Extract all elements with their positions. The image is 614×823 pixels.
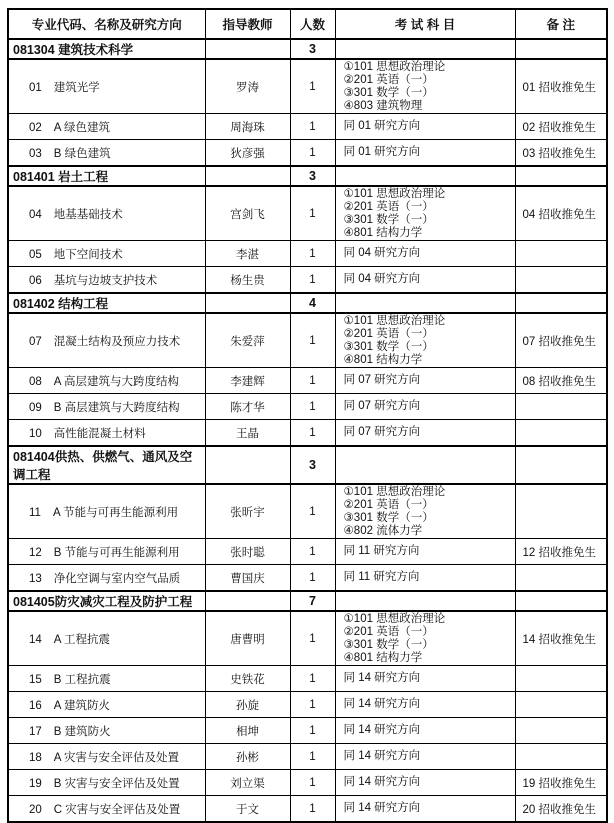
direction-name: A 高层建筑与大跨度结构 — [53, 375, 180, 388]
section-title: 081405防灾减灾工程及防护工程 — [8, 591, 205, 611]
direction-code: 17 — [29, 725, 42, 738]
exam-subject-line: 同 07 研究方向 — [343, 374, 421, 386]
direction-row — [8, 539, 607, 565]
count-cell: 1 — [290, 368, 335, 394]
direction-row — [8, 114, 607, 140]
direction-name: B 高层建筑与大跨度结构 — [53, 401, 180, 414]
exam-subject-line: 同 07 研究方向 — [343, 400, 421, 412]
exam-subject-line: ②201 英语（一） — [343, 73, 434, 86]
direction-cell — [8, 140, 205, 167]
exam-cell — [335, 718, 515, 744]
exam-subject-line: 同 11 研究方向 — [343, 571, 420, 583]
exam-cell — [335, 565, 515, 592]
note-cell — [515, 591, 607, 611]
exam-cell — [335, 241, 515, 267]
exam-subject-line: ④801 结构力学 — [343, 226, 423, 239]
advisor-cell — [205, 293, 290, 313]
exam-subject-line: ③301 数学（一） — [343, 213, 434, 226]
count-cell: 4 — [290, 293, 335, 313]
direction-code: 10 — [29, 427, 42, 440]
count-cell: 1 — [290, 718, 335, 744]
direction-cell — [8, 565, 205, 592]
advisor-cell: 孙彬 — [205, 744, 290, 770]
direction-code: 01 — [29, 81, 42, 94]
advisor-cell: 史铁花 — [205, 666, 290, 692]
direction-name: 地下空间技术 — [53, 248, 123, 261]
direction-row — [8, 770, 607, 796]
section-row — [8, 591, 607, 611]
count-cell: 1 — [290, 313, 335, 368]
direction-name: A 工程抗震 — [53, 633, 111, 646]
exam-cell — [335, 666, 515, 692]
exam-subject-line: 同 07 研究方向 — [343, 426, 421, 438]
advisor-cell: 周海珠 — [205, 114, 290, 140]
column-header-1: 指导教师 — [205, 9, 290, 39]
count-cell: 1 — [290, 770, 335, 796]
direction-name: B 节能与可再生能源利用 — [53, 546, 180, 559]
count-cell: 1 — [290, 394, 335, 420]
exam-subject-line: ③301 数学（一） — [343, 511, 434, 524]
note-cell — [515, 241, 607, 267]
direction-code: 07 — [29, 335, 42, 348]
direction-row — [8, 394, 607, 420]
note-cell — [515, 692, 607, 718]
count-cell: 1 — [290, 539, 335, 565]
exam-cell — [335, 770, 515, 796]
direction-name: B 建筑防火 — [53, 725, 111, 738]
note-cell: 02 招收推免生 — [515, 114, 607, 140]
exam-cell — [335, 267, 515, 294]
advisor-cell — [205, 591, 290, 611]
exam-subject-line: 同 14 研究方向 — [343, 698, 421, 710]
direction-code: 08 — [29, 375, 42, 388]
advisor-cell: 陈才华 — [205, 394, 290, 420]
note-cell: 03 招收推免生 — [515, 140, 607, 167]
exam-subject-line: 同 04 研究方向 — [343, 273, 421, 285]
direction-name: A 绿色建筑 — [53, 121, 111, 134]
direction-cell — [8, 313, 205, 368]
advisor-cell: 曹国庆 — [205, 565, 290, 592]
note-cell — [515, 420, 607, 447]
direction-cell — [8, 394, 205, 420]
direction-name: C 灾害与安全评估及处置 — [53, 803, 181, 816]
note-cell — [515, 446, 607, 484]
direction-code: 13 — [29, 572, 42, 585]
exam-cell — [335, 166, 515, 186]
exam-subject-line: ②201 英语（一） — [343, 498, 434, 511]
advisor-cell: 刘立渠 — [205, 770, 290, 796]
advisor-cell: 于文 — [205, 796, 290, 823]
direction-name: 基坑与边坡支护技术 — [53, 274, 158, 287]
count-cell: 1 — [290, 611, 335, 666]
note-cell: 12 招收推免生 — [515, 539, 607, 565]
count-cell: 3 — [290, 446, 335, 484]
advisor-cell: 狄彦强 — [205, 140, 290, 167]
note-cell — [515, 744, 607, 770]
direction-cell — [8, 368, 205, 394]
direction-name: A 建筑防火 — [53, 699, 111, 712]
exam-subject-line: 同 14 研究方向 — [343, 750, 421, 762]
advisor-cell — [205, 39, 290, 59]
exam-cell — [335, 39, 515, 59]
note-cell: 04 招收推免生 — [515, 186, 607, 241]
count-cell: 1 — [290, 420, 335, 447]
direction-row — [8, 140, 607, 167]
note-cell: 01 招收推免生 — [515, 59, 607, 114]
direction-cell — [8, 539, 205, 565]
note-cell: 14 招收推免生 — [515, 611, 607, 666]
admissions-table — [7, 8, 608, 823]
count-cell: 1 — [290, 744, 335, 770]
direction-row — [8, 313, 607, 368]
exam-subject-line: ①101 思想政治理论 — [343, 612, 446, 625]
exam-subject-line: 同 14 研究方向 — [343, 776, 421, 788]
direction-code: 19 — [29, 777, 42, 790]
exam-subject-line: ①101 思想政治理论 — [343, 314, 446, 327]
count-cell: 1 — [290, 484, 335, 539]
exam-subject-line: ②201 英语（一） — [343, 200, 434, 213]
note-cell: 08 招收推免生 — [515, 368, 607, 394]
direction-row — [8, 241, 607, 267]
exam-subject-line: ④803 建筑物理 — [343, 99, 423, 112]
note-cell — [515, 166, 607, 186]
exam-cell — [335, 446, 515, 484]
note-cell — [515, 394, 607, 420]
advisor-cell: 张时聪 — [205, 539, 290, 565]
section-title: 081304 建筑技术科学 — [8, 39, 205, 59]
count-cell: 1 — [290, 692, 335, 718]
advisor-cell — [205, 166, 290, 186]
direction-cell — [8, 241, 205, 267]
advisor-cell: 李湛 — [205, 241, 290, 267]
count-cell: 1 — [290, 796, 335, 823]
exam-subject-line: 同 01 研究方向 — [343, 146, 421, 158]
exam-subject-line: ③301 数学（一） — [343, 340, 434, 353]
exam-cell — [335, 186, 515, 241]
column-header-4: 备 注 — [515, 9, 607, 39]
exam-cell — [335, 293, 515, 313]
column-header-3: 考 试 科 目 — [335, 9, 515, 39]
exam-subject-line: 同 14 研究方向 — [343, 724, 421, 736]
count-cell: 1 — [290, 666, 335, 692]
exam-cell — [335, 394, 515, 420]
direction-code: 06 — [29, 274, 42, 287]
count-cell: 1 — [290, 186, 335, 241]
direction-cell — [8, 744, 205, 770]
direction-name: B 工程抗震 — [53, 673, 111, 686]
note-cell — [515, 666, 607, 692]
advisor-cell: 朱爱萍 — [205, 313, 290, 368]
section-title: 081401 岩土工程 — [8, 166, 205, 186]
exam-subject-line: 同 01 研究方向 — [343, 120, 421, 132]
advisor-cell: 杨生贵 — [205, 267, 290, 294]
exam-subject-line: ③301 数学（一） — [343, 638, 434, 651]
exam-subject-line: 同 11 研究方向 — [343, 545, 420, 557]
direction-cell — [8, 59, 205, 114]
direction-code: 14 — [29, 633, 42, 646]
direction-code: 03 — [29, 147, 42, 160]
note-cell — [515, 267, 607, 294]
exam-cell — [335, 313, 515, 368]
direction-code: 02 — [29, 121, 42, 134]
exam-subject-line: ②201 英语（一） — [343, 327, 434, 340]
direction-row — [8, 368, 607, 394]
exam-cell — [335, 692, 515, 718]
direction-cell — [8, 718, 205, 744]
note-cell — [515, 293, 607, 313]
advisor-cell: 孙旋 — [205, 692, 290, 718]
exam-subject-line: ①101 思想政治理论 — [343, 187, 446, 200]
section-title: 081404供热、供燃气、通风及空调工程 — [8, 446, 205, 484]
count-cell: 7 — [290, 591, 335, 611]
column-header-2: 人数 — [290, 9, 335, 39]
advisor-cell: 相坤 — [205, 718, 290, 744]
exam-subject-line: ①101 思想政治理论 — [343, 60, 446, 73]
direction-code: 18 — [29, 751, 42, 764]
direction-row — [8, 666, 607, 692]
exam-cell — [335, 140, 515, 167]
exam-cell — [335, 539, 515, 565]
exam-cell — [335, 420, 515, 447]
section-row — [8, 446, 607, 484]
exam-cell — [335, 611, 515, 666]
direction-name: B 绿色建筑 — [53, 147, 111, 160]
direction-row — [8, 267, 607, 294]
count-cell: 1 — [290, 114, 335, 140]
direction-code: 11 — [29, 506, 41, 519]
advisor-cell: 王晶 — [205, 420, 290, 447]
direction-row — [8, 484, 607, 539]
count-cell: 3 — [290, 166, 335, 186]
direction-name: 地基基础技术 — [53, 208, 123, 221]
exam-cell — [335, 368, 515, 394]
advisor-cell: 唐曹明 — [205, 611, 290, 666]
exam-cell — [335, 484, 515, 539]
exam-subject-line: ①101 思想政治理论 — [343, 485, 446, 498]
advisor-cell — [205, 446, 290, 484]
count-cell: 1 — [290, 565, 335, 592]
count-cell: 1 — [290, 241, 335, 267]
exam-subject-line: ④801 结构力学 — [343, 353, 423, 366]
exam-subject-line: ③301 数学（一） — [343, 86, 434, 99]
direction-name: A 灾害与安全评估及处置 — [53, 751, 180, 764]
advisor-cell: 李建辉 — [205, 368, 290, 394]
direction-code: 15 — [29, 673, 42, 686]
exam-cell — [335, 591, 515, 611]
direction-cell — [8, 484, 205, 539]
advisor-cell: 张昕宇 — [205, 484, 290, 539]
exam-subject-line: 同 04 研究方向 — [343, 247, 421, 259]
direction-cell — [8, 796, 205, 823]
exam-cell — [335, 59, 515, 114]
direction-name: 混凝土结构及预应力技术 — [53, 335, 181, 348]
direction-row — [8, 565, 607, 592]
direction-cell — [8, 114, 205, 140]
direction-cell — [8, 420, 205, 447]
direction-code: 20 — [29, 803, 42, 816]
direction-row — [8, 420, 607, 447]
note-cell — [515, 565, 607, 592]
note-cell — [515, 484, 607, 539]
advisor-cell: 宫剑飞 — [205, 186, 290, 241]
direction-name: B 灾害与安全评估及处置 — [53, 777, 180, 790]
direction-row — [8, 744, 607, 770]
direction-code: 12 — [29, 546, 42, 559]
direction-code: 16 — [29, 699, 42, 712]
direction-row — [8, 59, 607, 114]
exam-subject-line: ④801 结构力学 — [343, 651, 423, 664]
count-cell: 1 — [290, 267, 335, 294]
exam-subject-line: ④802 流体力学 — [343, 524, 423, 537]
direction-name: 净化空调与室内空气品质 — [53, 572, 181, 585]
exam-subject-line: ②201 英语（一） — [343, 625, 434, 638]
direction-row — [8, 718, 607, 744]
direction-code: 04 — [29, 208, 42, 221]
direction-row — [8, 692, 607, 718]
direction-row — [8, 186, 607, 241]
note-cell: 19 招收推免生 — [515, 770, 607, 796]
direction-cell — [8, 267, 205, 294]
direction-name: 高性能混凝土材料 — [53, 427, 146, 440]
note-cell — [515, 39, 607, 59]
direction-cell — [8, 186, 205, 241]
section-row — [8, 293, 607, 313]
direction-row — [8, 611, 607, 666]
exam-cell — [335, 796, 515, 823]
direction-row — [8, 796, 607, 823]
note-cell — [515, 718, 607, 744]
exam-cell — [335, 744, 515, 770]
direction-code: 09 — [29, 401, 42, 414]
table-body — [8, 39, 607, 822]
count-cell: 1 — [290, 59, 335, 114]
section-title: 081402 结构工程 — [8, 293, 205, 313]
advisor-cell: 罗涛 — [205, 59, 290, 114]
section-row — [8, 39, 607, 59]
direction-name: 建筑光学 — [53, 81, 100, 94]
direction-code: 05 — [29, 248, 42, 261]
note-cell: 20 招收推免生 — [515, 796, 607, 823]
exam-cell — [335, 114, 515, 140]
direction-cell — [8, 611, 205, 666]
direction-name: A 节能与可再生能源利用 — [52, 506, 179, 519]
note-cell: 07 招收推免生 — [515, 313, 607, 368]
direction-cell — [8, 666, 205, 692]
count-cell: 3 — [290, 39, 335, 59]
count-cell: 1 — [290, 140, 335, 167]
direction-cell — [8, 692, 205, 718]
exam-subject-line: 同 14 研究方向 — [343, 802, 421, 814]
direction-cell — [8, 770, 205, 796]
section-row — [8, 166, 607, 186]
header-row — [8, 9, 607, 39]
column-header-0: 专业代码、名称及研究方向 — [8, 9, 205, 39]
exam-subject-line: 同 14 研究方向 — [343, 672, 421, 684]
